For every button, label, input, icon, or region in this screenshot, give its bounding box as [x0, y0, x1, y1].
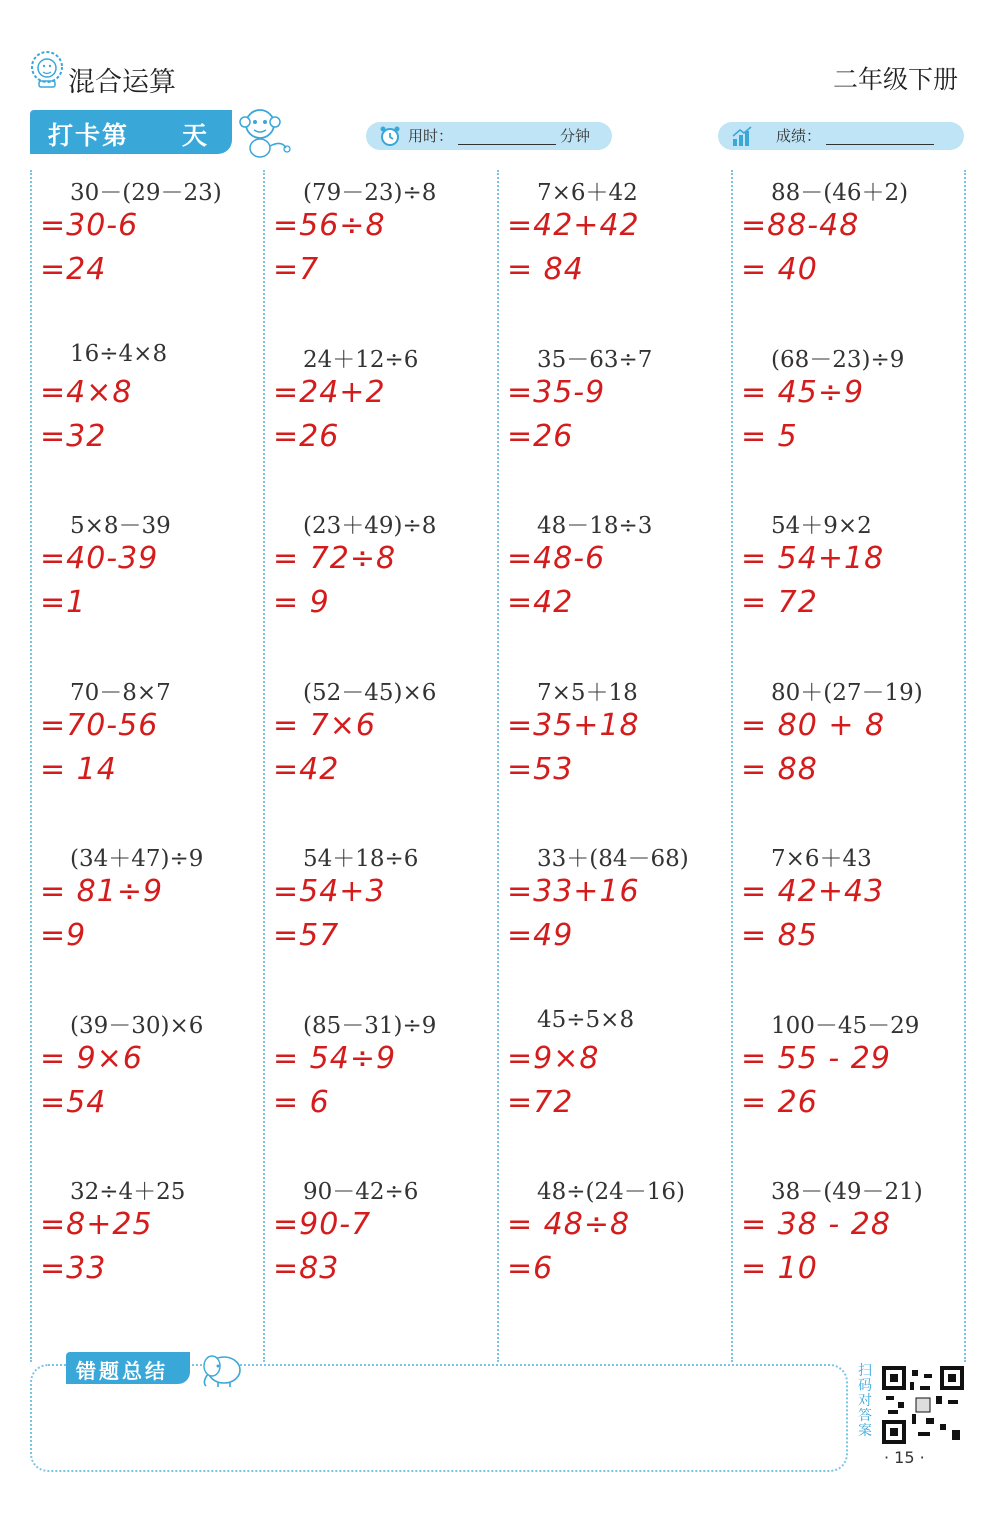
- score-label: 成绩：: [776, 127, 822, 145]
- handwritten-step-1: =30-6: [40, 208, 139, 243]
- qr-code-icon[interactable]: [882, 1366, 964, 1444]
- handwritten-step-1: =54+3: [273, 874, 386, 909]
- time-label: 用时：: [408, 127, 454, 145]
- problem-expression: 7×5＋18: [537, 679, 638, 706]
- handwritten-step-2: = 40: [741, 252, 818, 287]
- check-in-label: 打卡第: [48, 121, 130, 150]
- handwritten-step-2: =72: [507, 1084, 574, 1120]
- problem-expression: 70－8×7: [70, 679, 171, 706]
- handwritten-step-2: = 14: [40, 751, 117, 787]
- mistake-summary-tag: [66, 1352, 190, 1384]
- time-unit: 分钟: [560, 127, 591, 145]
- lion-logo-icon: [30, 50, 64, 88]
- problem-expression: 30－(29－23): [70, 180, 222, 206]
- handwritten-step-1: =56÷8: [273, 208, 386, 243]
- handwritten-step-1: = 9×6: [40, 1040, 143, 1076]
- check-in-banner: [30, 110, 232, 154]
- problem-cell: [731, 341, 965, 507]
- handwritten-step-2: = 26: [741, 1084, 818, 1120]
- problem-cell: [497, 341, 731, 507]
- handwritten-step-2: =32: [40, 418, 107, 454]
- handwritten-step-2: =83: [273, 1251, 340, 1286]
- handwritten-step-1: = 42+43: [741, 874, 885, 909]
- handwritten-step-1: = 45÷9: [741, 374, 865, 410]
- handwritten-step-1: = 7×6: [273, 707, 376, 743]
- handwritten-step-2: =26: [273, 418, 340, 454]
- problem-cell: [497, 674, 731, 840]
- problem-expression: 100－45－29: [771, 1012, 920, 1039]
- handwritten-step-1: =70-56: [40, 707, 159, 743]
- handwritten-step-2: =1: [40, 585, 87, 620]
- problem-cell: [731, 507, 965, 673]
- problem-expression: 33＋(84－68): [537, 846, 689, 872]
- problem-expression: 90－42÷6: [303, 1179, 419, 1205]
- handwritten-step-1: = 54÷9: [273, 1040, 397, 1076]
- problem-expression: (79－23)÷8: [303, 180, 437, 206]
- problem-expression: (52－45)×6: [303, 679, 437, 706]
- handwritten-step-2: = 88: [741, 751, 818, 787]
- problem-expression: (85－31)÷9: [303, 1012, 437, 1039]
- problem-cell: [731, 174, 965, 340]
- grade-label: 二年级下册: [832, 65, 958, 94]
- problem-cell: [263, 840, 497, 1006]
- problem-expression: (34＋47)÷9: [70, 846, 204, 872]
- elephant-mascot-icon: [196, 1346, 252, 1388]
- problem-cell: [497, 1173, 731, 1339]
- score-blank[interactable]: [826, 144, 934, 145]
- alarm-clock-icon: [378, 124, 402, 148]
- problem-cell: [731, 1007, 965, 1173]
- handwritten-step-2: =26: [507, 418, 574, 454]
- problem-expression: 54＋9×2: [771, 513, 872, 539]
- problem-expression: 16÷4×8: [70, 340, 168, 367]
- problem-expression: 5×8－39: [70, 513, 171, 539]
- problem-expression: 54＋18÷6: [303, 846, 419, 872]
- handwritten-step-2: =24: [40, 252, 107, 287]
- problem-cell: [30, 507, 264, 673]
- problem-cell: [263, 174, 497, 340]
- score-box: [718, 122, 964, 150]
- handwritten-step-2: = 85: [741, 918, 818, 953]
- handwritten-step-2: = 6: [273, 1084, 330, 1120]
- problem-expression: 38－(49－21): [771, 1179, 923, 1205]
- handwritten-step-2: = 84: [507, 252, 584, 287]
- handwritten-step-2: =54: [40, 1084, 107, 1120]
- handwritten-step-1: =33+16: [507, 874, 640, 909]
- handwritten-step-1: = 80 + 8: [741, 707, 886, 743]
- bar-chart-icon: [730, 124, 754, 148]
- problem-expression: (39－30)×6: [70, 1012, 204, 1039]
- handwritten-step-1: = 38 - 28: [741, 1207, 891, 1242]
- handwritten-step-2: = 5: [741, 418, 798, 454]
- handwritten-step-1: =42+42: [507, 208, 640, 243]
- handwritten-step-2: =6: [507, 1251, 554, 1286]
- handwritten-step-1: = 55 - 29: [741, 1040, 891, 1076]
- scan-answer-label: 扫码对答案: [858, 1363, 872, 1439]
- problem-cell: [731, 840, 965, 1006]
- problem-expression: 7×6＋43: [771, 846, 872, 872]
- problem-expression: 32÷4＋25: [70, 1179, 186, 1205]
- problem-expression: 35－63÷7: [537, 346, 653, 373]
- problem-expression: 48－18÷3: [537, 513, 653, 539]
- handwritten-step-2: =53: [507, 751, 574, 787]
- handwritten-step-2: =57: [273, 918, 340, 953]
- problem-expression: (23＋49)÷8: [303, 513, 437, 539]
- handwritten-step-2: = 9: [273, 585, 330, 620]
- problem-cell: [263, 507, 497, 673]
- handwritten-step-1: =90-7: [273, 1207, 372, 1242]
- book-title: 混合运算: [68, 67, 176, 98]
- problem-expression: 80＋(27－19): [771, 679, 923, 706]
- handwritten-step-1: =35-9: [507, 374, 606, 410]
- handwritten-step-2: = 72: [741, 585, 818, 620]
- handwritten-step-1: = 54+18: [741, 541, 885, 576]
- problem-expression: (68－23)÷9: [771, 346, 905, 373]
- time-blank[interactable]: [458, 144, 556, 145]
- problem-cell: [30, 840, 264, 1006]
- time-box: [366, 122, 612, 150]
- handwritten-step-1: = 72÷8: [273, 541, 397, 576]
- problem-cell: [263, 1007, 497, 1173]
- problem-expression: 24＋12÷6: [303, 346, 419, 373]
- problem-cell: [263, 1173, 497, 1339]
- check-in-day-word: 天: [182, 121, 208, 150]
- problem-expression: 48÷(24－16): [537, 1179, 686, 1205]
- handwritten-step-2: =33: [40, 1251, 107, 1286]
- problem-cell: [263, 674, 497, 840]
- handwritten-step-2: =9: [40, 918, 87, 953]
- problem-cell: [731, 1173, 965, 1339]
- handwritten-step-1: =9×8: [507, 1040, 600, 1076]
- handwritten-step-2: =49: [507, 918, 574, 953]
- problem-cell: [30, 674, 264, 840]
- problem-cell: [263, 341, 497, 507]
- handwritten-step-2: =42: [507, 585, 574, 620]
- handwritten-step-2: =42: [273, 751, 340, 787]
- problem-cell: [30, 1007, 264, 1173]
- handwritten-step-1: = 81÷9: [40, 874, 164, 909]
- problem-expression: 88－(46＋2): [771, 180, 909, 206]
- mistake-summary-label: 错题总结: [76, 1359, 168, 1383]
- problem-cell: [497, 507, 731, 673]
- page-number: · 15 ·: [884, 1448, 925, 1467]
- handwritten-step-1: = 48÷8: [507, 1207, 631, 1242]
- handwritten-step-2: =7: [273, 252, 320, 287]
- handwritten-step-1: =88-48: [741, 208, 860, 243]
- problem-cell: [731, 674, 965, 840]
- handwritten-step-1: =4×8: [40, 374, 133, 410]
- problem-expression: 7×6＋42: [537, 180, 638, 206]
- handwritten-step-1: =8+25: [40, 1207, 153, 1242]
- handwritten-step-1: =24+2: [273, 374, 386, 410]
- problem-expression: 45÷5×8: [537, 1006, 635, 1033]
- handwritten-step-1: =40-39: [40, 541, 159, 576]
- handwritten-step-1: =35+18: [507, 707, 640, 743]
- handwritten-step-2: = 10: [741, 1251, 818, 1286]
- monkey-mascot-icon: [232, 104, 292, 160]
- problem-cell: [30, 341, 264, 507]
- problem-cell: [497, 840, 731, 1006]
- problem-cell: [30, 1173, 264, 1339]
- handwritten-step-1: =48-6: [507, 541, 606, 576]
- problem-cell: [497, 1007, 731, 1173]
- problem-cell: [30, 174, 264, 340]
- problem-cell: [497, 174, 731, 340]
